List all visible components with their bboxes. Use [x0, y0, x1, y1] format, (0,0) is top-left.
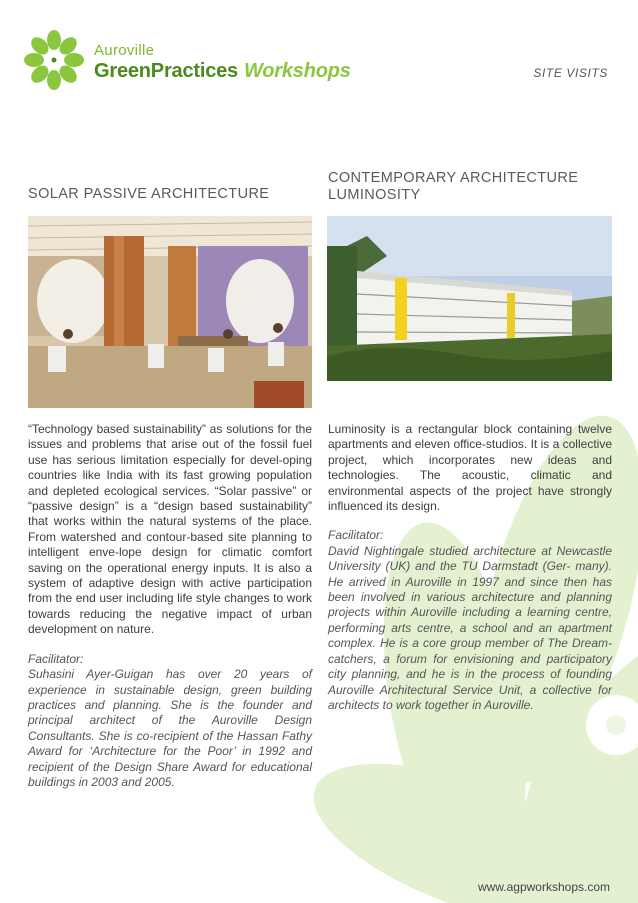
solar-passive-facilitator [28, 652, 312, 791]
brand-workshops: Workshops [243, 60, 351, 82]
brand-auroville: Auroville [94, 42, 155, 59]
photo-luminosity-building [327, 216, 612, 381]
section-label-site-visits: SITE VISITS [533, 66, 608, 80]
flower-logo-icon [24, 30, 84, 90]
heading-contemporary [328, 170, 618, 204]
luminosity-body: Luminosity is a rectangular block containing twelve apartments and eleven office-studios. It is a collective project, which incorporates new ideas and technologies. The acoustic, climatic and environmental aspects of the project have strongly influenced its design. [328, 422, 612, 514]
luminosity-facilitator [328, 528, 612, 713]
column-solar-passive [28, 422, 312, 790]
solar-passive-body: “Technology based sustainability” as solutions for the issues and problems that arise out of the fossil fuel use has serious limitation especially for devel-oping countries like India with its fast growing population and depleted ecological services. “Solar passive” or “passive design” is a “design based sustainability” that works within the natural systems of the place. From watershed and contour-based site planning to intelligent enve-lope design for climatic comfort saving on the operational energy inputs. It is also a system of adaptive design with active participation from the end user including life style changes to work towards reducing the negative impact of urban development on nature. [28, 422, 312, 637]
facilitator-label: Facilitator: [328, 528, 384, 543]
photo-solar-passive-interior [28, 216, 312, 408]
heading-solar-passive: SOLAR PASSIVE ARCHITECTURE [28, 186, 270, 202]
brand-green-practices: GreenPractices [94, 60, 238, 82]
facilitator-label: Facilitator: [28, 651, 84, 666]
brand-title [94, 60, 351, 83]
column-luminosity [328, 422, 612, 713]
facilitator-bio: Suhasini Ayer-Guigan has over 20 years of experience in sustainable design, green building practices and planning. She is the founder and principal architect of the Auroville Design Consultants. She is co-recipient of the Hassan Fathy Award for ‘Architecture for the Poor’ in 1992 and recipient of the Design Share Award for educational buildings in 2003 and 2005. [28, 667, 312, 789]
facilitator-bio: David Nightingale studied architecture at Newcastle University (UK) and the TU Darmstadt (Ger- many). He arrived in Auroville in 1997 and since then has been involved in various architecture and planning projects within Auroville including a learning centre, performing arts centre, a school and an apartment complex. He is a core group member of The Dream-catchers, a forum for envisioning and participatory city planning, and he is in the process of founding Auroville Architectural Service Unit, a collective for architects to work together in Auroville. [328, 543, 612, 712]
heading-contemporary-line1: CONTEMPORARY ARCHITECTURE [328, 170, 579, 186]
heading-contemporary-line2: LUMINOSITY [328, 187, 421, 203]
footer-website-link[interactable]: www.agpworkshops.com [477, 880, 610, 894]
